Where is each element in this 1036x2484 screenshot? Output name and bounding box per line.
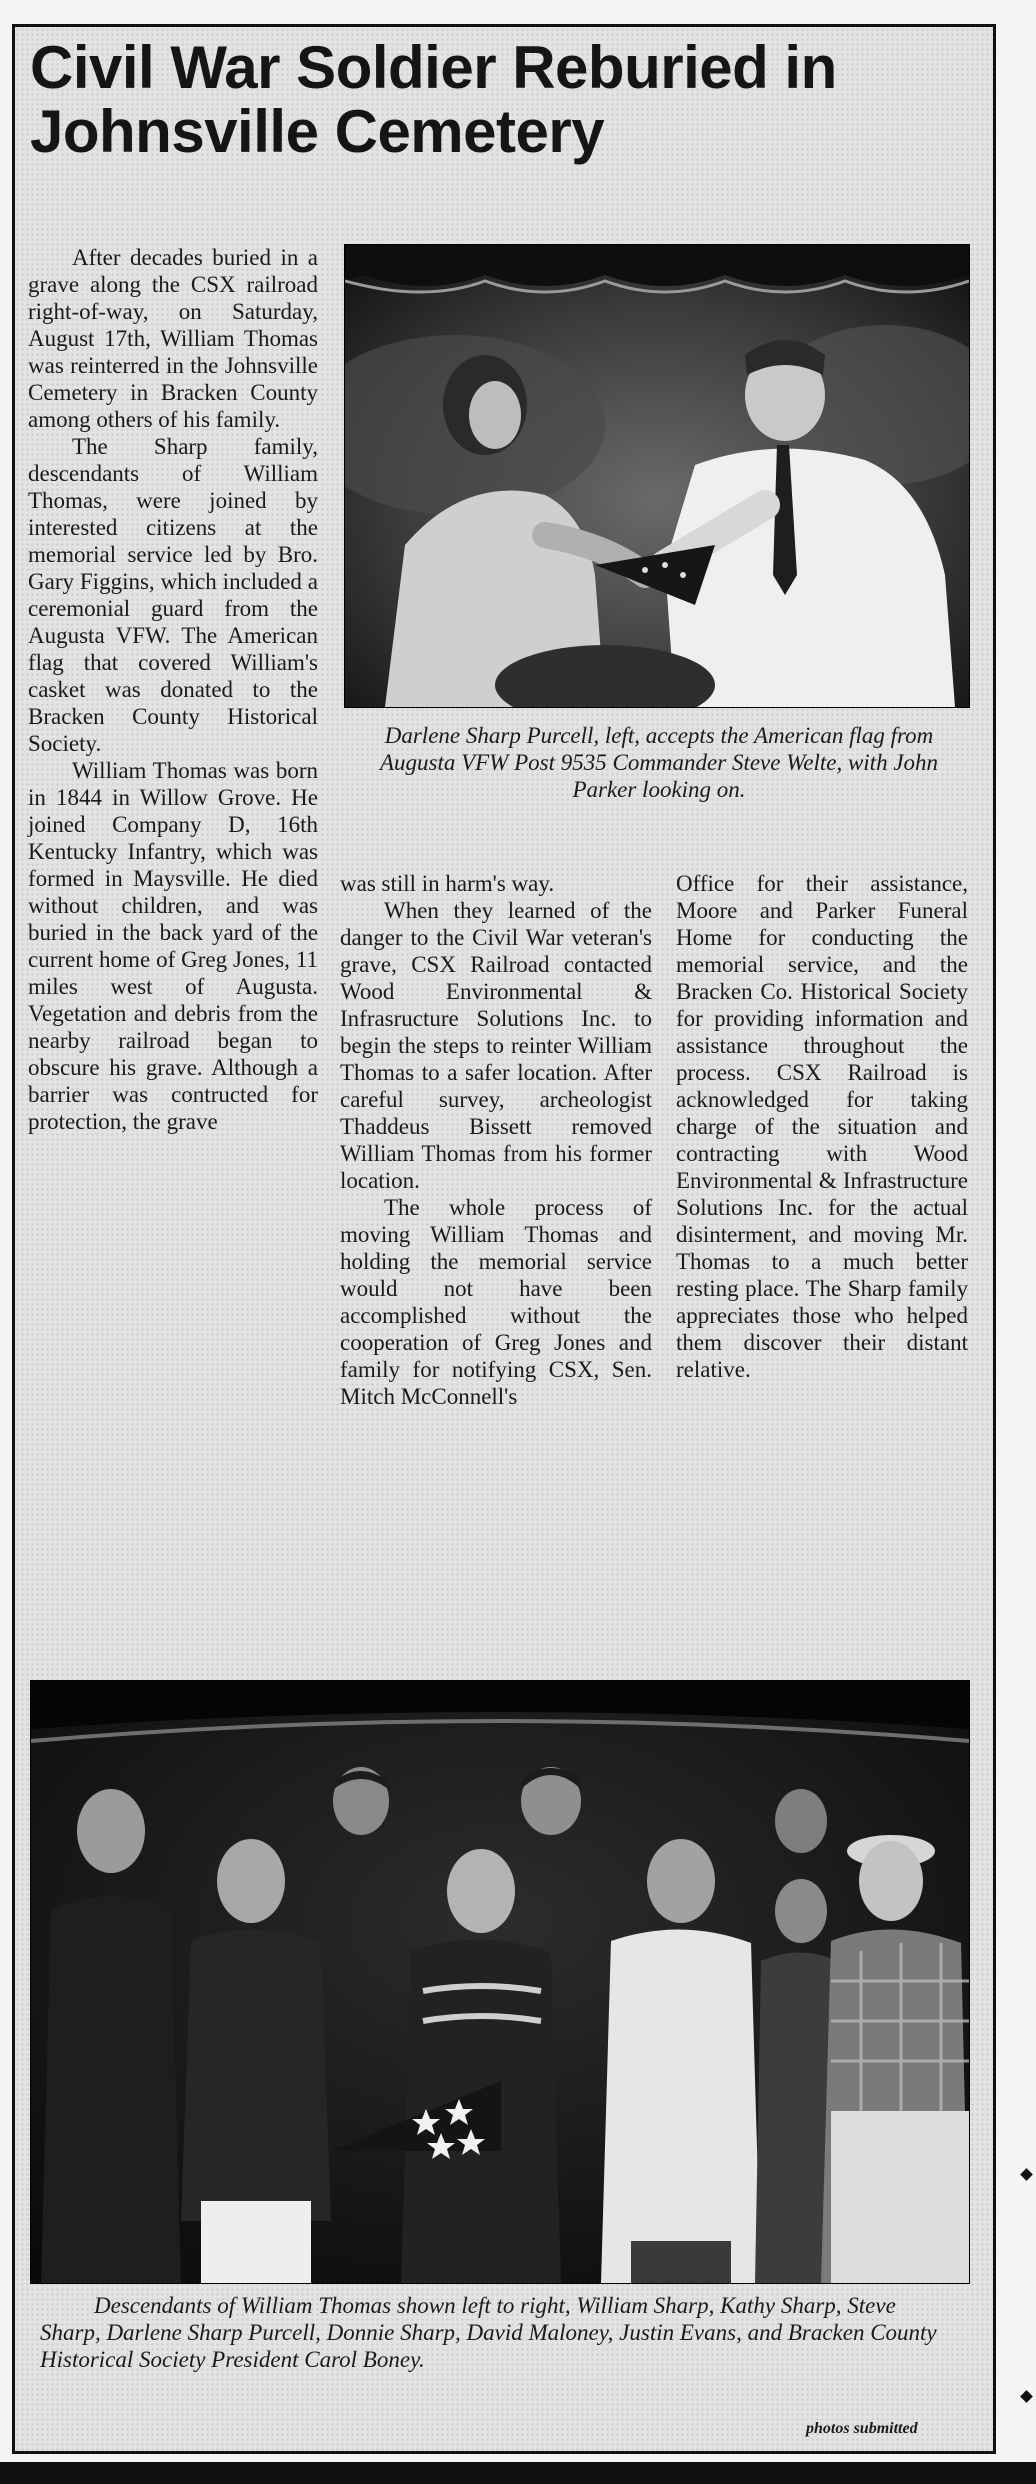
paragraph: The Sharp family, descendants of William Thomas, were joined by interested citizens at the memorial service led by Bro. Gary Figgins, which included a ceremonial guard from the Augusta VFW. The American flag that covered William's casket was donated to the Bracken County Historical Society. [28,434,318,756]
paragraph: After decades buried in a grave along the CSX railroad right-of-way, on Saturday, August 17th, William Thomas was reinterred in the Johnsville Cemetery in Bracken County among others of his family. [28,245,318,432]
photo-1-caption: Darlene Sharp Purcell, left, accepts the American flag from Augusta VFW Post 9535 Commander Steve Welte, with John Parker looking on. [379,723,939,802]
column-3 [676,870,968,1383]
paragraph: William Thomas was born in 1844 in Willow Grove. He joined Company D, 16th Kentucky Infantry, which was formed in Maysville. He died without children, and was buried in the back yard of the current home of Greg Jones, 11 miles west of Augusta. Vegetation and debris from the nearby railroad began to obscure his grave. Although a barrier was contructed for protection, the grave [28,758,318,1134]
paragraph: was still in harm's way. [340,871,555,896]
paragraph: Office for their assistance, Moore and Parker Funeral Home for conducting the memorial service, and the Bracken Co. Historical Society for providing information and assistance throughout the process. CSX Railroad is acknowledged for taking charge of the situation and contracting with Wood Environmental & Infrastructure Solutions Inc. for the actual disinterment, and moving Mr. Thomas to a much better resting place. The Sharp family appreciates those who helped them discover their distant relative. [676,871,968,1382]
flag-presentation-image [345,245,969,707]
paragraph: When they learned of the danger to the Civil War veteran's grave, CSX Railroad contacted Wood Environmental & Infrasructure Solutions Inc. to begin the steps to reinter William Thomas to a safer location. After careful survey, archeologist Thaddeus Bissett removed William Thomas from his former location. [340,898,652,1193]
margin-bullet [1020,2390,1033,2403]
descendants-group-image [31,1681,969,2283]
column-2 [340,870,652,1410]
photo-credit: photos submitted [806,2420,918,2437]
flag-presentation-photo [344,244,970,708]
paragraph: The whole process of moving William Thomas and holding the memorial service would not have been accomplished without the cooperation of Greg Jones and family for notifying CSX, Sen. Mitch McConnell's [340,1195,652,1409]
bottom-rule [0,2462,1036,2484]
margin-bullet [1020,2168,1033,2181]
column-1 [28,244,318,1135]
descendants-group-photo [30,1680,970,2284]
photo-2-caption: Descendants of William Thomas shown left to right, William Sharp, Kathy Sharp, Steve Sharp, Darlene Sharp Purcell, Donnie Sharp, David Maloney, Justin Evans, and Bracken County Historical Society President Carol Boney. [40,2293,937,2372]
headline: Civil War Soldier Reburied in Johnsville Cemetery [30,34,837,165]
